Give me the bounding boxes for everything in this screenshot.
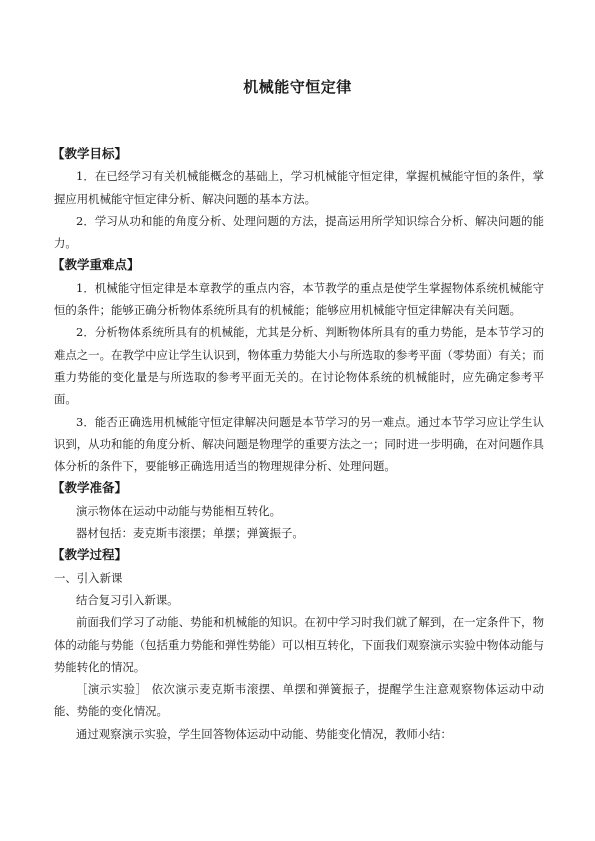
preparation-paragraph-2: 器材包括：麦克斯韦滚摆；单摆；弹簧振子。 [76,526,304,541]
process-subheading-intro: 一、引入新课 [54,570,123,585]
preparation-paragraph-1: 演示物体在运动中动能与势能相互转化。 [76,503,282,518]
process-paragraph-2: 前面我们学习了动能、势能和机械能的知识。在初中学习时我们就了解到，在一定条件下，物体的动能与势能（包括重力势能和弹性势能）可以相互转化，下面我们观察演示实验中物体动能与势能转化的情况。 [54,615,544,674]
goals-paragraph-1: 1．在已经学习有关机械能概念的基础上，学习机械能守恒定律，掌握机械能守恒的条件，掌握应用机械能守恒定律分析、解决问题的基本方法。 [54,169,544,206]
section-heading-key-points: 【教学重难点】 [52,257,140,273]
process-paragraph-4: 通过观察演示实验，学生回答物体运动中动能、势能变化情况，教师小结： [76,726,452,741]
goals-paragraph-2: 2．学习从功和能的角度分析、处理问题的方法，提高运用所学知识综合分析、解决问题的能力。 [54,213,544,251]
key-points-paragraph-3: 3．能否正确选用机械能守恒定律解决问题是本节学习的另一难点。通过本节学习应让学生认识到，从功和能的角度分析、解决问题是物理学的重要方法之一；同时进一步明确，在对问题作具体分析的条件下，要能够正确选用适当的物理规律分析、处理问题。 [54,414,544,474]
document-title: 机械能守恒定律 [243,78,352,96]
key-points-paragraph-1: 1．机械能守恒定律是本章教学的重点内容，本节教学的重点是使学生掌握物体系统机械能守恒的条件；能够正确分析物体系统所具有的机械能；能够应用机械能守恒定律解决有关问题。 [54,280,544,318]
document-body [54,143,544,745]
process-paragraph-3: ［演示实验］ 依次演示麦克斯韦滚摆、单摆和弹簧振子，提醒学生注意观察物体运动中动能、势能的变化情况。 [54,682,544,719]
section-heading-goals: 【教学目标】 [52,146,128,161]
section-heading-preparation: 【教学准备】 [52,480,128,496]
key-points-paragraph-2: 2．分析物体系统所具有的机械能，尤其是分析、判断物体所具有的重力势能，是本节学习的难点之一。在教学中应让学生认识到，物体重力势能大小与所选取的参考平面（零势面）有关；而重力势能的变化量是与所选取的参考平面无关的。在讨论物体系统的机械能时，应先确定参考平面。 [54,325,544,407]
process-paragraph-1: 结合复习引入新课。 [76,592,179,607]
section-heading-process: 【教学过程】 [52,547,128,563]
